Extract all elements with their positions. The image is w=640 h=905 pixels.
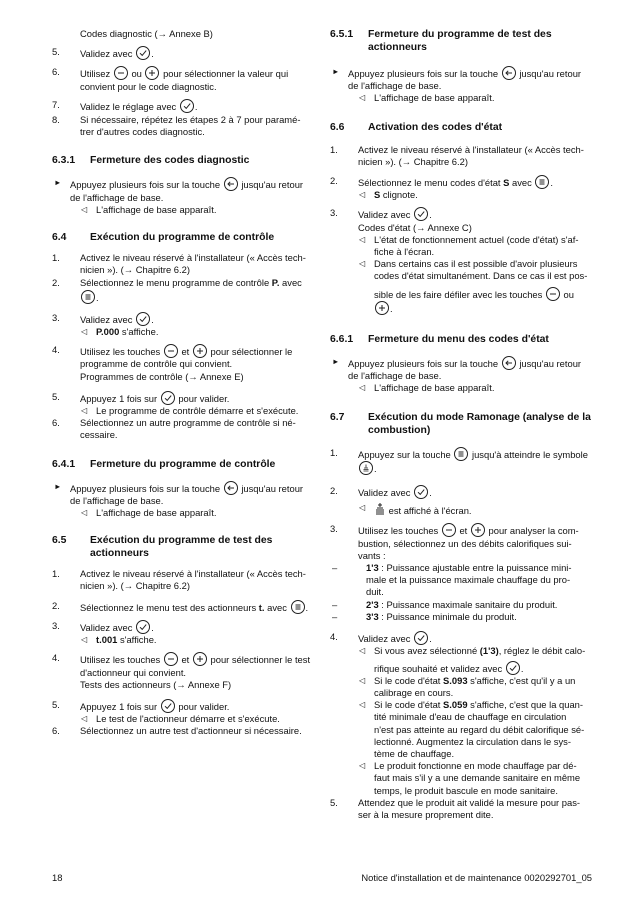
- check-icon: [136, 46, 150, 60]
- plus-icon: [145, 66, 159, 80]
- result-triangle-icon: ◁: [359, 259, 366, 269]
- heading-6-4: 6.4 Exécution du programme de contrôle: [52, 232, 275, 244]
- heading-6-6: 6.6 Activation des codes d'état: [330, 121, 503, 133]
- heading-6-3-1: 6.3.1 Fermeture des codes diagnostic: [52, 155, 250, 167]
- result-line: ◁ Le test de l'actionneur démarre et s'exécute.: [81, 713, 280, 725]
- result-line: ◁ S clignote.: [359, 189, 418, 201]
- step-6: 6. Sélectionnez un autre programme de contrôle si né- cessaire.: [52, 417, 296, 441]
- option-item: – 3'3 : Puissance minimale du produit.: [332, 610, 517, 622]
- result-line: ◁ Le programme de contrôle démarre et s'exécute.: [81, 405, 299, 417]
- option-item: – 1'3 : Puissance ajustable entre la puissance mini- male et la puissance maximale chauffage du pro- duit.: [332, 562, 572, 598]
- menu-icon: [535, 175, 549, 189]
- result-triangle-icon: ◁: [359, 503, 366, 513]
- heading-6-5-1: 6.5.1 Fermeture du programme de test des actionneurs: [330, 29, 552, 53]
- result-line: ◁ Le produit fonctionne en mode chauffage par dé- faut mais s'il y a une demande sanitaire en même temps, le produit bascule en mode sanitaire.: [359, 760, 581, 796]
- step-1: 1. Appuyez sur la touche jusqu'à atteindre le symbole .: [330, 446, 588, 474]
- check-icon: [414, 207, 428, 221]
- arrow-bullet-icon: ►: [54, 481, 62, 491]
- result-line: ◁ L'affichage de base apparaît.: [359, 92, 495, 104]
- right-column: [330, 28, 592, 821]
- document-reference: Notice d'installation et de maintenance 0020292701_05: [361, 872, 592, 883]
- step-2: 2. Sélectionnez le menu codes d'état S avec .: [330, 175, 554, 189]
- plus-icon: [471, 523, 485, 537]
- step-6: 6. Sélectionnez un autre test d'actionneur si nécessaire.: [52, 725, 302, 737]
- minus-icon: [164, 344, 178, 358]
- step-2: 2. Validez avec .: [330, 485, 432, 499]
- menu-icon: [454, 447, 468, 461]
- result-line: ◁ P.000 s'affiche.: [81, 326, 159, 338]
- result-triangle-icon: ◁: [359, 234, 366, 244]
- result-line: ◁ L'affichage de base apparaît.: [359, 382, 495, 394]
- check-icon: [161, 391, 175, 405]
- result-triangle-icon: ◁: [81, 635, 88, 645]
- chimney-sweep-display-icon: [374, 502, 386, 516]
- step-3: 3. Validez avec . Codes d'état (→ Annexe C): [330, 207, 472, 233]
- chimney-sweep-icon: [359, 461, 373, 475]
- arrow-bullet-icon: ►: [54, 178, 62, 188]
- step-4: 4. Validez avec .: [330, 631, 432, 645]
- option-item: – 2'3 : Puissance maximale sanitaire du produit.: [332, 598, 558, 610]
- step-3: 3. Validez avec .: [52, 311, 154, 325]
- codes-annex-ref: Codes diagnostic (→ Annexe B): [80, 28, 213, 39]
- result-triangle-icon: ◁: [81, 508, 88, 518]
- result-triangle-icon: ◁: [359, 675, 366, 685]
- minus-icon: [442, 523, 456, 537]
- result-triangle-icon: ◁: [359, 700, 366, 710]
- step-5: 5. Appuyez 1 fois sur pour valider.: [52, 390, 230, 404]
- step-2: 2. Sélectionnez le menu test des actionneurs t. avec .: [52, 599, 309, 613]
- step-8: 8. Si nécessaire, répétez les étapes 2 à 7 pour paramé- trer d'autres codes diagnostic.: [52, 114, 301, 138]
- menu-icon: [81, 290, 95, 304]
- step-5: 5. Appuyez 1 fois sur pour valider.: [52, 698, 230, 712]
- heading-6-5: 6.5 Exécution du programme de test des actionneurs: [52, 535, 273, 560]
- back-icon: [224, 177, 238, 191]
- check-icon: [414, 631, 428, 645]
- menu-icon: [291, 600, 305, 614]
- result-triangle-icon: ◁: [359, 93, 366, 103]
- result-line: ◁ L'affichage de base apparaît.: [81, 507, 217, 519]
- back-icon: [224, 481, 238, 495]
- left-column: [52, 28, 317, 738]
- result-triangle-icon: ◁: [359, 190, 366, 200]
- result-triangle-icon: ◁: [359, 761, 366, 771]
- check-icon: [414, 485, 428, 499]
- heading-6-7: 6.7 Exécution du mode Ramonage (analyse de la combustion): [330, 411, 591, 436]
- arrow-bullet-icon: ►: [332, 357, 340, 367]
- result-triangle-icon: ◁: [81, 204, 88, 214]
- check-icon: [136, 620, 150, 634]
- step-5: 5. Attendez que le produit ait validé la mesure pour pas- ser à la mesure proprement dite.: [330, 796, 581, 820]
- step-1: 1. Activez le niveau réservé à l'installateur (« Accès tech- nicien »). (→ Chapitre 6.2): [52, 568, 306, 592]
- result-triangle-icon: ◁: [81, 327, 88, 337]
- check-icon: [161, 699, 175, 713]
- step-3: 3. Validez avec .: [52, 619, 154, 633]
- step-4: 4. Utilisez les touches et pour sélectionner le programme de contrôle qui convient. Programmes de contrôle (→ Annexe E): [52, 344, 293, 382]
- result-line: ◁ Si le code d'état S.093 s'affiche, c'est qu'il y a un calibrage en cours.: [359, 674, 576, 698]
- back-icon: [502, 356, 516, 370]
- action-line: ► Appuyez plusieurs fois sur la touche jusqu'au retour de l'affichage de base.: [332, 67, 582, 92]
- heading-6-4-1: 6.4.1 Fermeture du programme de contrôle: [52, 458, 276, 470]
- step-3: 3. Utilisez les touches et pour analyser la com- bustion, sélectionnez un des débits calorifiques sui- vants :: [330, 523, 579, 561]
- step-2: 2. Sélectionnez le menu programme de contrôle P. avec .: [52, 277, 302, 303]
- result-line: ◁ est affiché à l'écran.: [359, 503, 472, 517]
- result-line: ◁ t.001 s'affiche.: [81, 634, 157, 646]
- check-icon: [136, 312, 150, 326]
- result-line: ◁ L'état de fonctionnement actuel (code d'état) s'af- fiche à l'écran.: [359, 233, 579, 258]
- minus-icon: [546, 287, 560, 301]
- step-1: 1. Activez le niveau réservé à l'installateur (« Accès tech- nicien »). (→ Chapitre 6.2): [330, 143, 584, 167]
- arrow-bullet-icon: ►: [332, 67, 340, 76]
- action-line: ► Appuyez plusieurs fois sur la touche jusqu'au retour de l'affichage de base.: [54, 481, 304, 506]
- back-icon: [502, 66, 516, 80]
- step-6: 6. Utilisez ou pour sélectionner la valeur qui convient pour le code diagnostic.: [52, 66, 289, 92]
- minus-icon: [164, 652, 178, 666]
- plus-icon: [193, 344, 207, 358]
- step-7: 7. Validez le réglage avec .: [52, 98, 198, 112]
- action-line: ► Appuyez plusieurs fois sur la touche jusqu'au retour de l'affichage de base.: [54, 178, 304, 203]
- result-line: ◁ Dans certains cas il est possible d'avoir plusieurs codes d'état simultanément. Dans ce cas il est pos- sible de les faire défiler avec les touches ou .: [359, 258, 588, 314]
- step-4: 4. Utilisez les touches et pour sélectionner le test d'actionneur qui convient. Tests des actionneurs (→ Annexe F): [52, 652, 311, 690]
- page-number: 18: [52, 872, 63, 883]
- result-triangle-icon: ◁: [81, 406, 88, 416]
- step-5: 5. Validez avec .: [52, 46, 154, 60]
- result-triangle-icon: ◁: [81, 714, 88, 724]
- step-1: 1. Activez le niveau réservé à l'installateur (« Accès tech- nicien »). (→ Chapitre 6.2): [52, 252, 306, 276]
- result-line: ◁ L'affichage de base apparaît.: [81, 203, 217, 215]
- minus-icon: [114, 66, 128, 80]
- result-line: ◁ Si le code d'état S.059 s'affiche, c'est que la quan- tité minimale d'eau de chauffage en circulation n'est pas atteinte au regard du débit calorifique sé- lectionné. Augmentez la circulation dans le sys- tème de chauffage.: [359, 699, 585, 759]
- heading-6-6-1: 6.6.1 Fermeture du menu des codes d'état: [330, 334, 549, 346]
- plus-icon: [193, 652, 207, 666]
- result-triangle-icon: ◁: [359, 646, 366, 656]
- result-triangle-icon: ◁: [359, 383, 366, 393]
- action-line: ► Appuyez plusieurs fois sur la touche jusqu'au retour de l'affichage de base.: [332, 357, 582, 382]
- check-icon: [506, 661, 520, 675]
- result-line: ◁ Si vous avez sélectionné (1'3), réglez le débit calo- rifique souhaité et validez avec .: [359, 645, 586, 674]
- plus-icon: [375, 301, 389, 315]
- check-icon: [180, 99, 194, 113]
